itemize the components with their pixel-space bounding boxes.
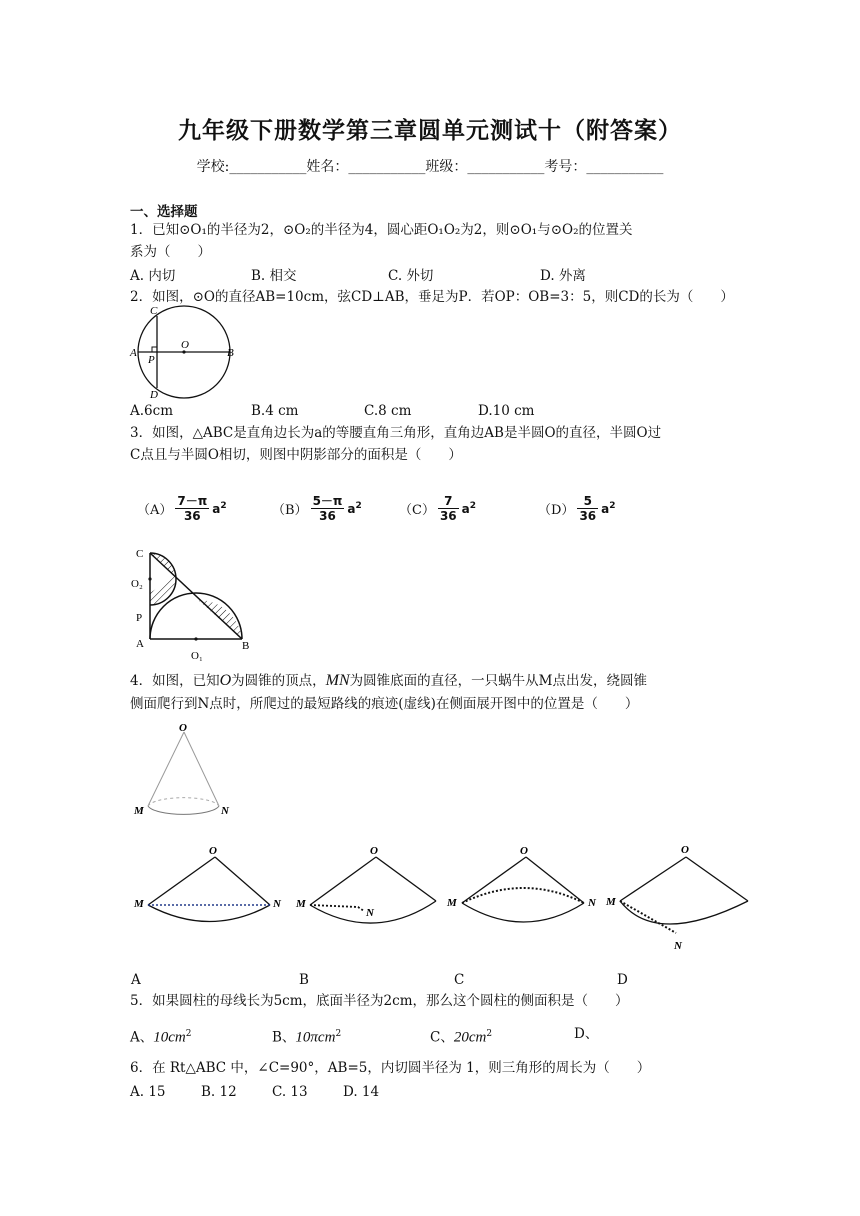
q2-label-a: A (130, 347, 137, 359)
q4-cone-label-n: N (221, 805, 229, 817)
q4-b-label-o: O (370, 845, 378, 857)
q5-stem-line1: 5．如果圆柱的母线长为5cm，底面半径为2cm，那么这个圆柱的侧面积是（ ） (130, 993, 629, 1009)
q6-option-d: D. 14 (343, 1084, 380, 1100)
q6-stem-line1: 6．在 Rt△ABC 中，∠C=90°，AB=5，内切圆半径为 1，则三角形的周长为（ ） (130, 1060, 651, 1076)
q3-label-o2: O₂ (131, 578, 143, 590)
q4-b-label-m: M (296, 898, 306, 910)
q5-option-a: A、$10cm^2$ (130, 1029, 192, 1046)
q3-label-c: C (136, 548, 144, 560)
q3-option-a: （A） $\frac{7-\pi}{36}$ $a^2$ (137, 494, 227, 523)
q4-a-label-n: N (273, 898, 281, 910)
q4-c-label-o: O (520, 845, 528, 857)
q4-c-label-m: M (447, 897, 457, 909)
q3-option-c: （C） $\frac{7}{36}$ $a^2$ (399, 494, 477, 523)
q4-option-c-figure (444, 843, 604, 923)
q4-cone-label-m: M (134, 805, 144, 817)
q2-label-o: O (181, 339, 189, 351)
q6-option-a: A. 15 (130, 1084, 166, 1100)
q4-b-label-n: N (366, 907, 374, 919)
student-info-line: 学校:___________姓名：___________班级：___________考号：___________ (196, 159, 664, 175)
q1-option-d: D. 外离 (540, 268, 586, 284)
q3-option-d: （D） $\frac{5}{36}$ $a^2$ (538, 494, 616, 523)
q4-option-c-letter: C (454, 972, 465, 988)
q1-stem-line2: 系为（ ） (130, 244, 211, 260)
q3-label-o1: O₁ (191, 650, 203, 662)
q3-triangle-figure (128, 545, 258, 665)
q4-cone-figure (132, 722, 242, 822)
q3-label-b: B (242, 640, 250, 652)
q4-d-label-o: O (681, 844, 689, 856)
q6-option-b: B. 12 (201, 1084, 237, 1100)
q4-a-label-o: O (209, 845, 217, 857)
q4-option-d-letter: D (617, 972, 628, 988)
q2-option-b: B.4 cm (251, 403, 299, 419)
q4-stem-line2: 侧面爬行到N点时，所爬过的最短路线的痕迹(虚线)在侧面展开图中的位置是（ ） (130, 696, 639, 712)
q4-option-a-figure (130, 843, 290, 923)
q2-option-d: D.10 cm (478, 403, 535, 419)
q1-option-c: C. 外切 (388, 268, 434, 284)
q2-label-b: B (227, 347, 234, 359)
q4-cone-label-o: O (179, 722, 187, 734)
q6-option-c: C. 13 (272, 1084, 308, 1100)
q4-d-label-m: M (606, 896, 616, 908)
q3-stem-line1: 3．如图，△ABC是直角边长为a的等腰直角三角形，直角边AB是半圆O的直径，半圆O过 (130, 425, 662, 441)
q4-stem-line1: 4．如图，已知O为圆锥的顶点，MN为圆锥底面的直径，一只蜗牛从M点出发，绕圆锥 (130, 672, 647, 689)
q2-label-p: P (148, 354, 155, 366)
q1-stem-line1: 1．已知⊙O₁的半径为2，⊙O₂的半径为4，圆心距O₁O₂为2，则⊙O₁与⊙O₂的位置关 (130, 222, 633, 238)
q1-option-b: B. 相交 (251, 268, 297, 284)
q2-circle-figure (128, 303, 248, 403)
q4-option-b-figure (294, 843, 454, 923)
q5-option-b: B、10πcm$^2$ (272, 1029, 342, 1046)
q4-option-d-figure (606, 837, 766, 957)
page-title: 九年级下册数学第三章圆单元测试十（附答案） (178, 118, 682, 144)
q1-option-a: A. 内切 (130, 268, 176, 284)
q5-option-c: C、$20cm^2$ (430, 1029, 493, 1046)
q2-label-c: C (150, 305, 158, 317)
q2-option-a: A.6cm (130, 403, 173, 419)
q5-option-d: D、 (574, 1026, 599, 1042)
q3-label-a: A (136, 638, 144, 650)
q4-d-label-n: N (674, 940, 682, 952)
q4-option-a-letter: A (131, 972, 141, 988)
q3-stem-line2: C点且与半圆O相切，则图中阴影部分的面积是（ ） (130, 447, 462, 463)
q2-option-c: C.8 cm (364, 403, 412, 419)
q2-stem-line1: 2．如图，⊙O的直径AB=10cm，弦CD⊥AB，垂足为P．若OP：OB=3：5，则CD的长为（ ） (130, 289, 734, 305)
q3-option-b: （B） $\frac{5-\pi}{36}$ $a^2$ (272, 494, 362, 523)
q2-label-d: D (150, 389, 158, 401)
q4-c-label-n: N (588, 897, 596, 909)
q4-option-b-letter: B (299, 972, 309, 988)
section-heading: 一、选择题 (130, 204, 198, 220)
q4-a-label-m: M (134, 898, 144, 910)
q3-label-p: P (136, 612, 143, 624)
